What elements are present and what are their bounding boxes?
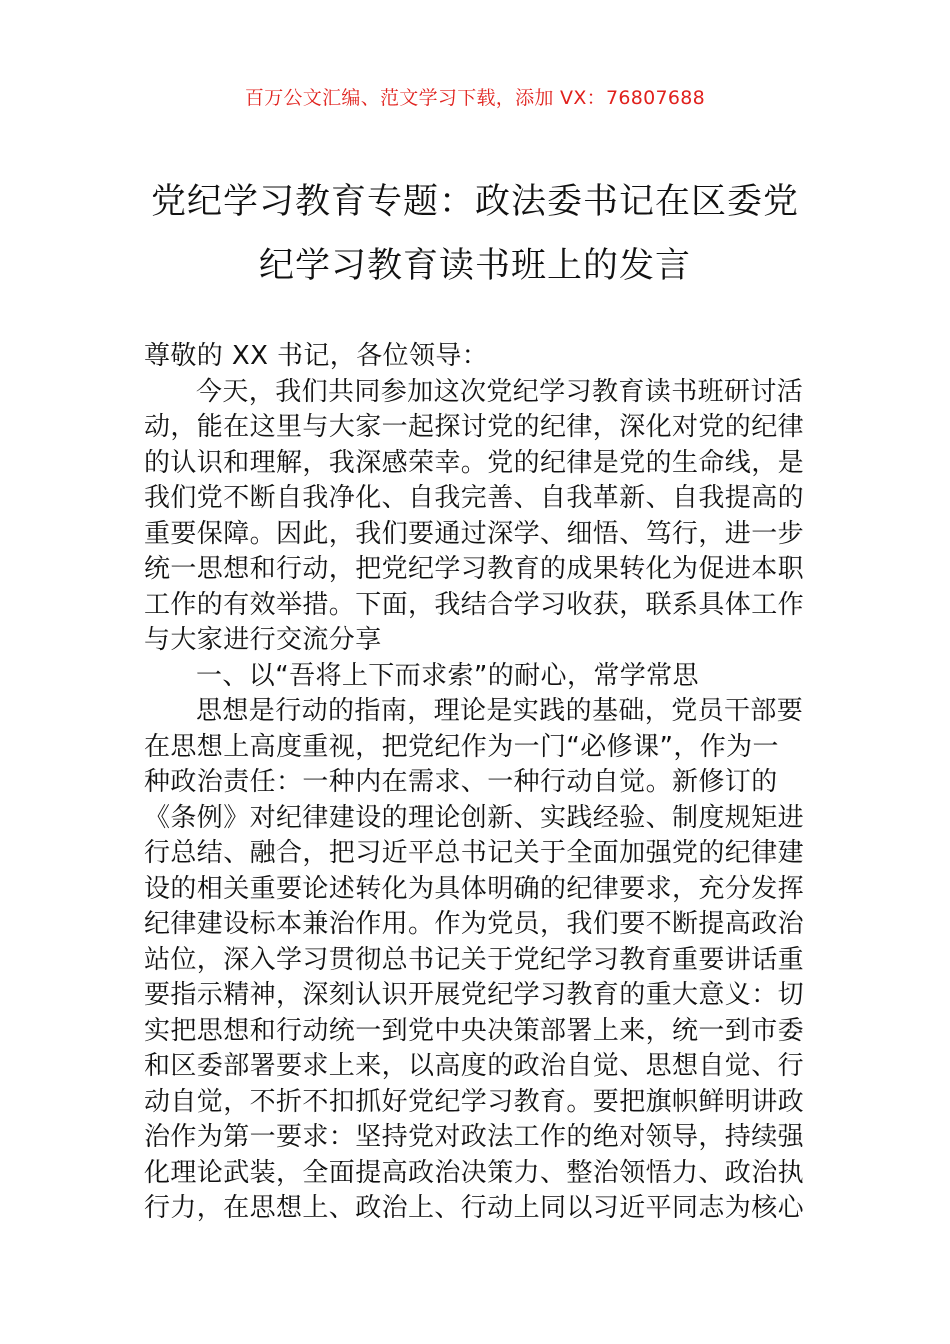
salutation: 尊敬的 XX 书记，各位领导： bbox=[144, 341, 489, 371]
paragraph-2-line: 实把思想和行动统一到党中央决策部署上来，统一到市委 bbox=[144, 1015, 805, 1046]
paragraph-1-line: 重要保障。因此，我们要通过深学、细悟、笃行，进一步 bbox=[144, 518, 805, 549]
paragraph-2-line: 纪律建设标本兼治作用。作为党员，我们要不断提高政治 bbox=[144, 909, 805, 939]
paragraph-1-line: 工作的有效举措。下面，我结合学习收获，联系具体工作 bbox=[144, 589, 805, 620]
title-line-2: 纪学习教育读书班上的发言 bbox=[258, 246, 691, 286]
paragraph-2-line: 和区委部署要求上来，以高度的政治自觉、思想自觉、行 bbox=[144, 1051, 805, 1081]
paragraph-2-line: 动自觉，不折不扣抓好党纪学习教育。要把旗帜鲜明讲政 bbox=[144, 1086, 805, 1117]
paragraph-1-line: 与大家进行交流分享 bbox=[144, 625, 382, 655]
paragraph-2-line: 行总结、融合，把习近平总书记关于全面加强党的纪律建 bbox=[144, 838, 805, 868]
document-body bbox=[144, 339, 810, 1227]
paragraph-2-line: 化理论武装，全面提高政治决策力、整治领悟力、政治执 bbox=[144, 1157, 805, 1188]
paragraph-1-line: 我们党不断自我净化、自我完善、自我革新、自我提高的 bbox=[144, 483, 805, 513]
paragraph-1-line: 动，能在这里与大家一起探讨党的纪律，深化对党的纪律 bbox=[144, 412, 805, 442]
paragraph-2-line: 《条例》对纪律建设的理论创新、实践经验、制度规矩进 bbox=[144, 802, 805, 833]
title-line-1: 党纪学习教育专题：政法委书记在区委党 bbox=[150, 182, 799, 222]
paragraph-2-line: 要指示精神，深刻认识开展党纪学习教育的重大意义：切 bbox=[144, 980, 805, 1010]
document-title bbox=[120, 170, 830, 298]
paragraph-2-line: 在思想上高度重视，把党纪作为一门“必修课”，作为一 bbox=[144, 731, 779, 762]
paragraph-1-line: 统一思想和行动，把党纪学习教育的成果转化为促进本职 bbox=[144, 554, 805, 584]
paragraph-2-line: 种政治责任：一种内在需求、一种行动自觉。新修订的 bbox=[144, 767, 778, 797]
section-heading-1: 一、以“吾将上下而求索”的耐心，常学常思 bbox=[196, 660, 699, 691]
paragraph-2-line: 思想是行动的指南，理论是实践的基础，党员干部要 bbox=[196, 696, 804, 726]
paragraph-1-line: 的认识和理解，我深感荣幸。党的纪律是党的生命线，是 bbox=[144, 447, 805, 478]
paragraph-1-line: 今天，我们共同参加这次党纪学习教育读书班研讨活 bbox=[196, 376, 804, 407]
paragraph-2-line: 站位，深入学习贯彻总书记关于党纪学习教育重要讲话重 bbox=[144, 944, 805, 975]
paragraph-2-line: 行力，在思想上、政治上、行动上同以习近平同志为核心 bbox=[144, 1193, 805, 1223]
paragraph-2-line: 治作为第一要求：坚持党对政法工作的绝对领导，持续强 bbox=[144, 1122, 805, 1152]
promo-banner: 百万公文汇编、范文学习下载，添加 VX：76807688 bbox=[244, 87, 706, 109]
paragraph-2-line: 设的相关重要论述转化为具体明确的纪律要求，充分发挥 bbox=[144, 873, 805, 904]
